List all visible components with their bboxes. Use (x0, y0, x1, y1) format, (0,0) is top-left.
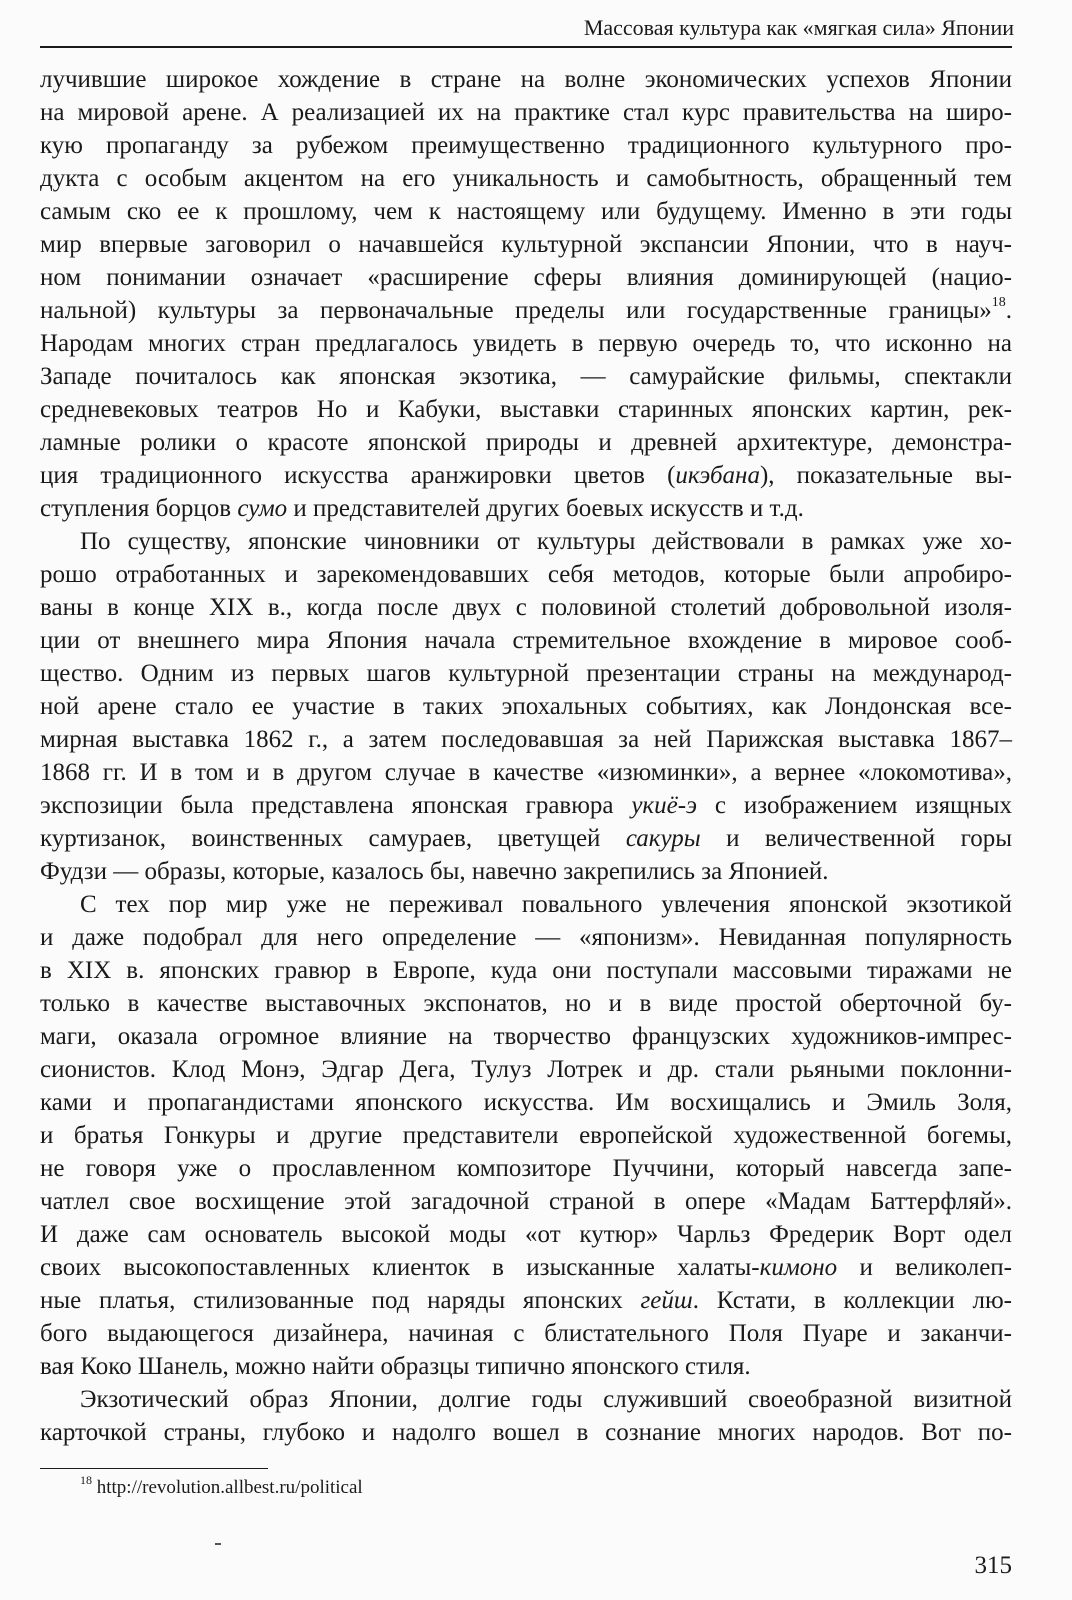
text-line: щество. Одним из первых шагов культурной презентации страны на международ- (40, 660, 1012, 687)
text-line: вая Коко Шанель, можно найти образцы типично японского стиля. (40, 1353, 751, 1380)
text-line: маги, оказала огромное влияние на творчество французских художников-импрес- (40, 1023, 1012, 1050)
text-line: По существу, японские чиновники от культуры действовали в рамках уже хо- (80, 528, 1012, 555)
text-line (40, 492, 1012, 525)
text-segment: своих высокопоставленных клиенток в изысканные халаты- (40, 1254, 760, 1281)
text-line: мир впервые заговорил о начавшейся культурной экспансии Японии, что в науч- (40, 231, 1012, 258)
italic-term: кимоно (759, 1254, 838, 1281)
text-segment: и величественной горы (700, 825, 1012, 852)
text-line: кую пропаганду за рубежом преимущественно традиционного культурного про- (40, 132, 1012, 159)
text-line: ной арене стало ее участие в таких эпохальных событиях, как Лондонская все- (40, 693, 1012, 720)
italic-term: икэбана (675, 462, 760, 489)
text-segment: . (1005, 297, 1012, 324)
text-line: в XIX в. японских гравюр в Европе, куда они поступали массовыми тиражами не (40, 957, 1012, 984)
text-segment: . Кстати, в коллекции лю- (692, 1287, 1013, 1314)
italic-term: гейш (640, 1287, 693, 1314)
text-line (40, 294, 1012, 327)
text-line: ном понимании означает «расширение сферы влияния доминирующей (нацио- (40, 264, 1012, 291)
text-line: средневековых театров Но и Кабуки, выставки старинных японских картин, рек- (40, 396, 1012, 423)
text-line: сионистов. Клод Монэ, Эдгар Дега, Тулуз Лотрек и др. стали рьяными поклонни- (40, 1056, 1012, 1083)
text-line (40, 789, 1012, 822)
text-segment: куртизанок, воинственных самураев, цветущей (40, 825, 626, 852)
text-segment: нальной) культуры за первоначальные пределы или государственные границы» (40, 297, 992, 324)
text-line: Экзотический образ Японии, долгие годы служивший своеобразной визитной (80, 1386, 1012, 1413)
running-head: Массовая культура как «мягкая сила» Японии (583, 15, 1014, 40)
text-line: 1868 гг. И в том и в другом случае в качестве «изюминки», а вернее «локомотива», (40, 759, 1012, 786)
text-line: ваны в конце XIX в., когда после двух с половиной столетий добровольной изоля- (40, 594, 1012, 621)
text-line: и братья Гонкуры и другие представители европейской художественной богемы, (40, 1122, 1012, 1149)
page-number: 315 (974, 1552, 1012, 1579)
text-line: С тех пор мир уже не переживал повального увлечения японской экзотикой (80, 891, 1012, 918)
footnote-rule (40, 1468, 268, 1469)
text-segment: с изображением изящных (697, 792, 1012, 819)
italic-term: сакуры (625, 825, 701, 852)
text-line: и даже подобрал для него определение — «японизм». Невиданная популярность (40, 924, 1012, 951)
text-line: бого выдающегося дизайнера, начиная с блистательного Поля Пуаре и заканчи- (40, 1320, 1012, 1347)
text-segment: и великолеп- (837, 1254, 1013, 1281)
text-line: мирная выставка 1862 г., а затем последовавшая за ней Парижская выставка 1867– (40, 726, 1012, 753)
text-line: самым ско ее к прошлому, чем к настоящему или будущему. Именно в эти годы (40, 198, 1012, 225)
text-line: карточкой страны, глубоко и надолго вошел в сознание многих народов. Вот по- (40, 1419, 1012, 1446)
text-line (40, 822, 1012, 855)
text-line: рошо отработанных и зарекомендовавших себя методов, которые были апробиро- (40, 561, 1012, 588)
text-segment: ные платья, стилизованные под наряды японских (40, 1287, 641, 1314)
footnote (80, 1474, 363, 1502)
text-segment: и представителей других боевых искусств и т.д. (287, 495, 804, 522)
scan-speck (215, 1543, 221, 1545)
text-line: на мировой арене. А реализацией их на практике стал курс правительства на широ- (40, 99, 1012, 126)
footnote-ref: 18 (991, 295, 1006, 310)
text-line: не говоря уже о прославленном композиторе Пуччини, который навсегда запе- (40, 1155, 1012, 1182)
italic-term: укиё-э (631, 792, 698, 819)
footnote-number: 18 (80, 1473, 92, 1487)
text-line: только в качестве выставочных экспонатов, но и в виде простой оберточной бу- (40, 990, 1012, 1017)
text-segment: ция традиционного искусства аранжировки цветов ( (40, 462, 676, 489)
text-segment: ступления борцов (40, 495, 238, 522)
text-line: ламные ролики о красоте японской природы и древней архитектуре, демонстра- (40, 429, 1012, 456)
text-line: ками и пропагандистами японского искусства. Им восхищались и Эмиль Золя, (40, 1089, 1012, 1116)
text-line: лучившие широкое хождение в стране на волне экономических успехов Японии (40, 66, 1012, 93)
text-line: Народам многих стран предлагалось увидеть в первую очередь то, что исконно на (40, 330, 1012, 357)
header-rule (40, 46, 1012, 48)
text-line: чатлел свое восхищение этой загадочной страной в опере «Мадам Баттерфляй». (40, 1188, 1012, 1215)
text-line: ции от внешнего мира Япония начала стремительное вхождение в мировое сооб- (40, 627, 1012, 654)
text-line (40, 1251, 1012, 1284)
text-line: Фудзи — образы, которые, казалось бы, навечно закрепились за Японией. (40, 858, 829, 885)
italic-term: сумо (237, 495, 288, 522)
text-segment: ), показательные вы- (759, 462, 1012, 489)
text-line: И даже сам основатель высокой моды «от кутюр» Чарльз Фредерик Ворт одел (40, 1221, 1012, 1248)
text-line: дукта с особым акцентом на его уникальность и самобытность, обращенный тем (40, 165, 1012, 192)
text-line (40, 459, 1012, 492)
text-line (40, 1284, 1012, 1317)
text-line: Западе почиталось как японская экзотика, — самурайские фильмы, спектакли (40, 363, 1012, 390)
text-segment: экспозиции была представлена японская гравюра (40, 792, 632, 819)
footnote-link[interactable]: http://revolution.allbest.ru/political (92, 1477, 363, 1498)
